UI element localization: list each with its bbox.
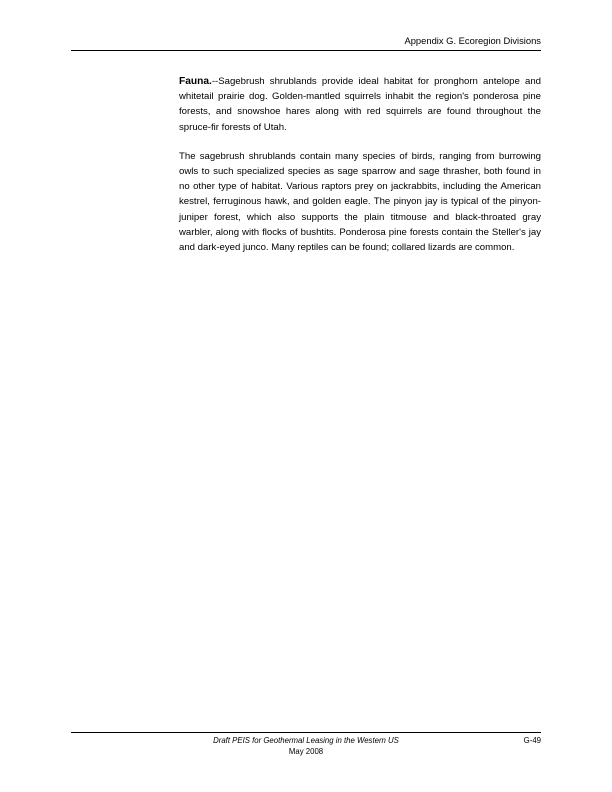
fauna-paragraph	[179, 74, 541, 135]
footer-divider	[71, 732, 541, 733]
running-header: Appendix G. Ecoregion Divisions	[404, 35, 541, 46]
page-number: G-49	[523, 736, 541, 745]
birds-paragraph: The sagebrush shrublands contain many species of birds, ranging from burrowing owls to such specialized species as sage sparrow and sage thrasher, both found in no other type of habitat. Various raptors prey on jackrabbits, including the American kestrel, ferruginous hawk, and golden eagle. The pinyon jay is typical of the pinyon-juniper forest, which also supports the plain titmouse and black-throated gray warbler, along with flocks of bushtits. Ponderosa pine forests contain the Steller's jay and dark-eyed junco. Many reptiles can be found; collared lizards are common.	[179, 150, 541, 254]
fauna-text: --Sagebrush shrublands provide ideal habitat for pronghorn antelope and whitetail prairie dog. Golden-mantled squirrels inhabit the region's ponderosa pine forests, and snowshoe hares along with red squirrels are found throughout the spruce-fir forests of Utah.	[179, 76, 541, 133]
fauna-heading: Fauna.	[179, 76, 212, 87]
footer-date: May 2008	[288, 747, 324, 756]
main-content	[179, 74, 541, 269]
footer-document-title: Draft PEIS for Geothermal Leasing in the Western US	[213, 736, 399, 745]
header-divider	[71, 50, 541, 51]
